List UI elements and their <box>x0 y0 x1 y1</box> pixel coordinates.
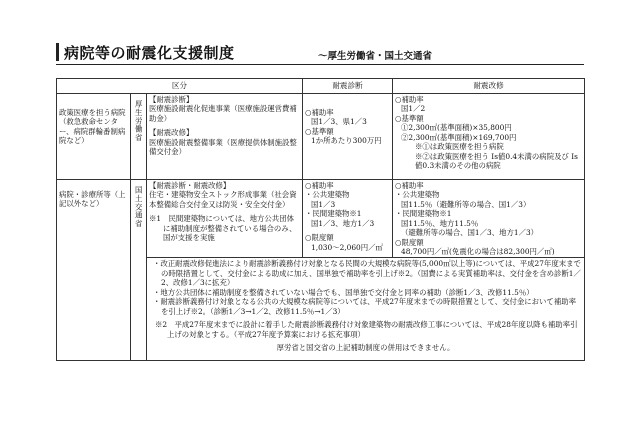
row1-renov-note-2: ※②は政策医療を担う Is値0.4未満の病院及び Is値0.3未満のその他の病院 <box>415 151 578 170</box>
row1-diag-base: 1か所あたり300万円 <box>311 136 382 146</box>
row1-program2-label: 【耐震改修】 <box>149 128 194 138</box>
header-kubun: 区分 <box>57 79 303 94</box>
final-note: 厚労省と国交省の上記補助制度の併用はできません。 <box>276 343 455 353</box>
row2-renov-limit: 48,700円／㎡(免震化の場合は82,300円／㎡) <box>401 247 555 256</box>
row2-renov-public: ・公共建築物 <box>395 190 440 200</box>
row1-renov-rate-label: ○補助率 <box>395 94 424 104</box>
header-shindan: 耐震診断 <box>303 79 393 94</box>
row2-notes-2: ・地方公共団体に補助制度を整備されていない場合でも、国単独で交付金と同率の補助（診断1／3、改修11.5％） <box>153 287 534 297</box>
row1-program2-name: 医療施設耐震整備事業（医療提供体制施設整備交付金） <box>149 137 297 157</box>
row2-diag-public-rate: 国1／3 <box>311 199 336 209</box>
row2-diag-private: ・民間建築物※1 <box>305 209 362 219</box>
row2-diag-limit-label: ○限度額 <box>305 233 334 243</box>
row2-program-label: 【耐震診断・耐震改修】 <box>149 180 231 190</box>
row1-diag-rate-label: ○補助率 <box>305 107 334 117</box>
row2-renov-private-rate: 国11.5％、地方11.5％ <box>401 218 479 228</box>
row2-diag-limit: 1,030～2,060円／㎡ <box>311 242 383 252</box>
row2-diag-public: ・公共建築物 <box>305 190 350 200</box>
table-row <box>57 93 585 179</box>
row1-renov-base-2: ②2,300㎡(基準面積)×169,700円 <box>401 132 517 142</box>
row1-renov-rate: 国1／2 <box>401 104 426 114</box>
row2-notes-4: ※2 平成27年度末までに設計に着手した耐震診断義務付け対象建築物の耐震改修工事については、平成28年度以降も補助率引上げの対象とする。（平成27年度予算案における拡充事項） <box>155 320 578 339</box>
row1-program-name: 医療施設耐震化促進事業（医療施設運営費補助金） <box>149 104 297 123</box>
row1-ministry: 厚生労働省 <box>134 99 144 142</box>
row1-renov-note-1: ※①は政策医療を担う病院 <box>415 142 504 152</box>
page-title: 病院等の耐震化支援制度 <box>64 44 235 62</box>
row2-diag-rate-label: ○補助率 <box>305 180 334 190</box>
row1-category: 政策医療を担う病院（救急救命センター、病院群輪番制病院など） <box>59 107 126 146</box>
row2-category: 病院・診療所等（上記以外など） <box>59 189 126 209</box>
row2-note1: ※1 民間建築物については、地方公共団体に補助制度が整備されている場合のみ、国が支援を実施 <box>149 214 297 243</box>
row2-notes-1: ・改正耐震改修促進法により耐震診断義務付け対象となる民間の大規模な病院等(5,000㎡以上等)については、平成27年度末までの時限措置として、交付金による助成に加え、国単独で補助率を引上げ※2。（国費による実質補助率は、交付金を含め診断1／2、改修1／3に拡充） <box>153 259 581 288</box>
row2-notes-3: ・耐震診断義務付け対象となる公共の大規模な病院等については、平成27年度末までの時限措置として、交付金において補助率を引上げ※2。（診断1／3→1／2、改修11.5％→1／3） <box>153 297 576 316</box>
row2-program-name: 住宅・建築物安全ストック形成事業（社会資本整備総合交付金又は防災・安全交付金） <box>149 190 297 209</box>
table-header-row <box>57 79 585 94</box>
support-table <box>56 78 585 361</box>
page-subtitle: ～厚生労働省・国土交通省 <box>318 51 433 62</box>
table-row <box>57 179 585 258</box>
row1-diag-base-label: ○基準額 <box>305 126 334 136</box>
row2-renov-shelter: （避難所等の場合、国1／3、地方1／3） <box>401 228 539 238</box>
row2-renov-limit-label: ○限度額 <box>395 237 424 247</box>
row2-renov-private: ・民間建築物※1 <box>395 209 452 219</box>
row2-diag-private-rate: 国1／3、地方1／3 <box>311 218 375 228</box>
row1-program-label: 【耐震診断】 <box>149 94 194 104</box>
row1-diag-rate: 国1／3、県1／3 <box>311 117 367 127</box>
row2-renov-rate-label: ○補助率 <box>395 180 424 190</box>
row2-renov-public-rate: 国11.5％（避難所等の場合、国1／3） <box>401 199 531 209</box>
title-bar <box>56 41 584 65</box>
header-kaishu: 耐震改修 <box>393 79 585 94</box>
row2-ministry: 国土交通省 <box>134 185 144 228</box>
row1-renov-base-label: ○基準額 <box>395 113 424 123</box>
row1-renov-base-1: ①2,300㎡(基準面積)×35,800円 <box>401 123 512 133</box>
